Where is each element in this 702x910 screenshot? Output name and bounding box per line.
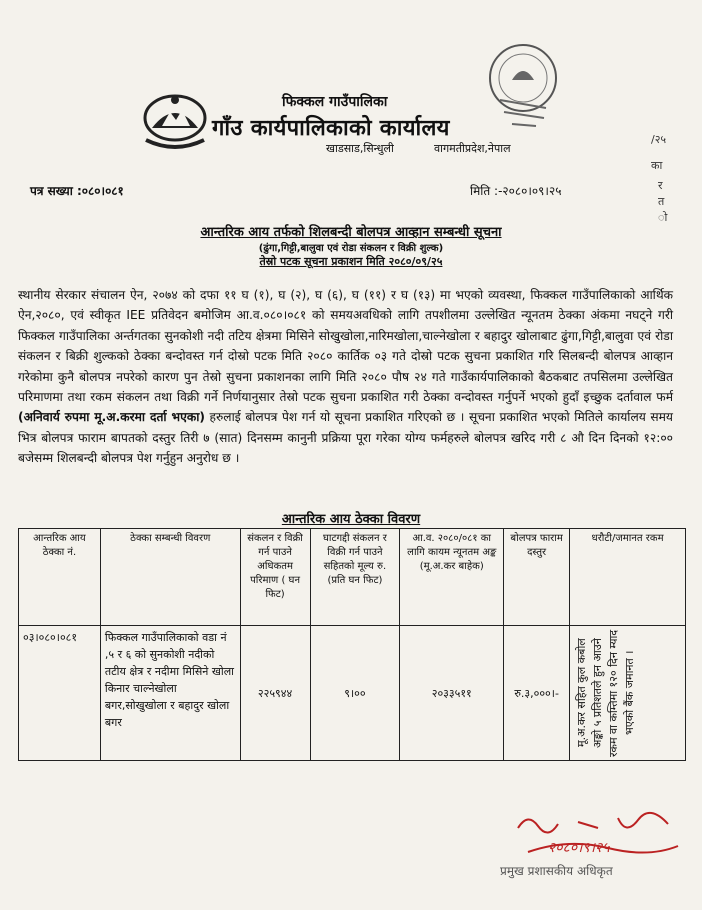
cell-form-fee: रु.३,०००।- <box>504 626 570 761</box>
reference-number: पत्र सख्या :०८०।०८१ <box>30 184 124 198</box>
municipality-name: फिक्कल गाउँपालिका <box>282 94 388 110</box>
col-header-quantity: संकलन र विक्री गर्न पाउने अधिकतम परिमाण ( घन फिट) <box>240 529 310 626</box>
address-local: खाडसाड,सिन्धुली <box>326 142 394 155</box>
table-row <box>19 626 686 761</box>
cell-quantity: २२५९४४ <box>240 626 310 761</box>
publication-line-text: तेस्रो पटक सूचना प्रकाशन मिति २०८०/०९/२५ <box>259 255 443 268</box>
body-part-2: हरुलाई बोलपत्र पेश गर्न यो सूचना प्रकाशित गरिएको छ । सूचना प्रकाशित भएको मितिले कार्यालय समय भित्र बोलपत्र फाराम बापतको दस्तुर तिरी ७ (सात) दिनसम्म कानुनी प्रक्रिया पूरा गरेका योग्य फर्महरुले बोलपत्र खरिद गरी ८ औ दिन दिनको १२:०० बजेसम्म शिलबन्दी बोलपत्र पेश गर्नुहुन अनुरोध छ । <box>18 410 673 466</box>
notice-title-text: आन्तरिक आय तर्फको शिलबन्दी बोलपत्र आव्हान सम्बन्धी सूचना <box>200 225 502 240</box>
table-header-row <box>19 529 686 626</box>
signatory-title: प्रमुख प्रशासकीय अधिकृत <box>500 864 613 878</box>
body-part-1: स्थानीय सेरकार संचालन ऐन, २०७४ को दफा ११ घ (१), घ (२), घ (६), घ (११) र घ (१३) मा भएको व्यवस्था, फिक्कल गाउँपालिकाको आर्थिक ऐन,२०८०, एवं स्वीकृत IEE प्रतिवेदन बमोजिम आ.व.०८०।०८१ को समयअवधिको लागि तपशीलमा उल्लेखित न्यूनतम ठेक्का अंकमा नघट्ने गरी फिक्कल गाउँपालिका अर्न्तगतका सुनकोशी नदी तटिय क्षेत्रमा मिसिने सोखुखोला,नारिमखोला,चाल्नेखोला र बहादुर खोलाबाट ढुंगा,गिट्टी,बालुवा एवं रोडा संकलन र बिक्री शुल्कको ठेक्का बन्दोवस्त गर्न दोस्रो पटक मिति २०८० कार्तिक ०३ गते दोस्रो पटक सुचना प्रकाशित गरि सिलबन्दी बोलपत्र आव्हान गरेकोमा कुनै बोलपत्र नपरेको कारण पुन तेस्रो सुचना प्रकाशनका लागि मिति २०८० पौष २४ गते गाउँकार्यपालिकाको बैठकबाट तपसिलमा उल्लेखित परिमाणमा तथा रकम संकलन तथा विक्री गर्ने निर्णयानुसार तेस्रो पटक सुचना प्रकाशित गरी ठेक्का वन्दोवस्त गर्नुपर्ने भएको हुदाँ इच्छुक दर्तावाल फर्म <box>18 288 673 405</box>
tender-table <box>18 528 686 761</box>
notice-subtitle: (ढुंगा,गिट्टी,बालुवा एवं रोडा संकलन र विक्री शुल्क) <box>258 243 444 254</box>
address-province: वागमतीप्रदेश,नेपाल <box>434 142 511 155</box>
issue-date: मिति :-२०८०।०९।२५ <box>470 184 562 198</box>
table-title-text: आन्तरिक आय ठेक्का विवरण <box>281 512 421 527</box>
table-title <box>0 509 702 527</box>
col-header-description: ठेक्का सम्बन्धी विवरण <box>100 529 240 626</box>
office-stamp <box>486 40 560 132</box>
col-header-guarantee: धरौटी/जमानत रकम <box>570 529 686 626</box>
margin-note: ो <box>658 211 668 224</box>
nepal-emblem-logo <box>140 88 210 152</box>
guarantee-text: मू.अ.कर सहित कुल कबोल अङ्को ५ प्रतिशतले हुन आउने रकम वा कम्तिमा १२० दिन म्याद भएको बैंक जमानत । <box>575 629 637 757</box>
notice-title <box>0 222 702 240</box>
body-emphasis: (अनिवार्य रुपमा मू.अ.करमा दर्ता भएका) <box>18 410 205 425</box>
notice-body <box>18 285 673 469</box>
signature-date: २०८०।९।२५ <box>548 840 610 856</box>
margin-note: र <box>658 179 663 192</box>
margin-note: त <box>658 195 665 208</box>
publication-line <box>0 254 702 269</box>
office-name: गाँउ कार्यपालिकाको कार्यालय <box>212 116 450 141</box>
margin-note: का <box>651 159 663 172</box>
cell-rate: ९।०० <box>310 626 400 761</box>
cell-number: ०३।०८०।०८१ <box>19 626 101 761</box>
col-header-number: आन्तरिक आय ठेक्का नं. <box>19 529 101 626</box>
cell-guarantee <box>570 626 686 761</box>
margin-note: /२५ <box>651 133 667 146</box>
cell-description: फिक्कल गाउँपालिकाको वडा नं ,५ र ६ को सुनकोशी नदीको तटीय क्षेत्र र नदीमा मिसिने खोला किनार चाल्नेखोला बगर,सोखुखोला र बहादुर खोला बगर <box>100 626 240 761</box>
col-header-form-fee: बोलपत्र फाराम दस्तुर <box>504 529 570 626</box>
col-header-rate: घाटगद्दी संकलन र विक्री गर्न पाउने सहितको मूल्य रु. (प्रति घन फिट) <box>310 529 400 626</box>
cell-minimum: २०३३५११ <box>400 626 504 761</box>
col-header-minimum: आ.व. २०८०/०८१ का लागि कायम न्यूनतम अङ्क (मू.अ.कर बाहेक) <box>400 529 504 626</box>
